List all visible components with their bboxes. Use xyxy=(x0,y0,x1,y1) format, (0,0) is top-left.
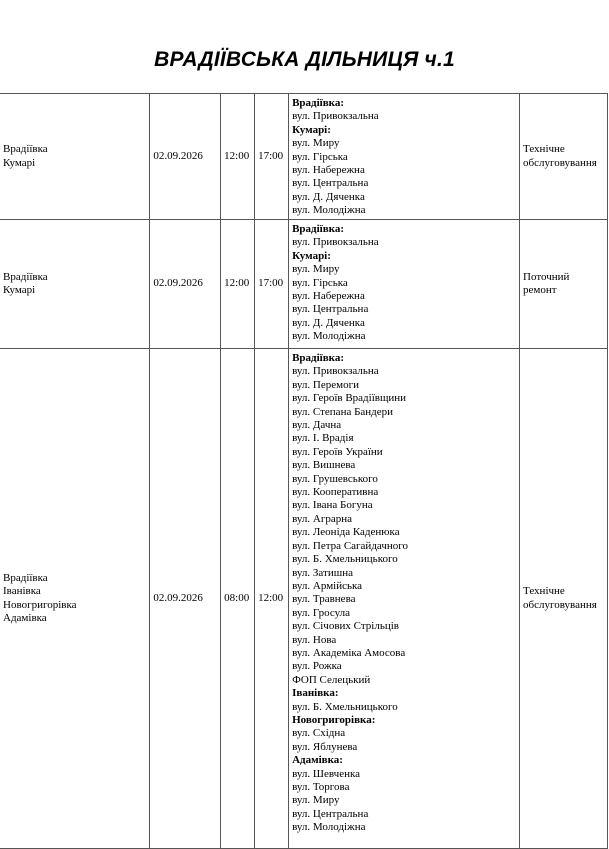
street-item: вул. Петра Сагайдачного xyxy=(292,539,409,552)
village-heading: Іванівка: xyxy=(292,687,339,700)
villages-cell xyxy=(0,94,150,220)
table-row xyxy=(0,349,608,849)
village-heading: Кумарі: xyxy=(292,123,331,136)
village-name: Адамівка xyxy=(3,611,47,624)
street-item: вул. Привокзальна xyxy=(292,110,379,123)
document-title: ВРАДІЇВСЬКА ДІЛЬНИЦЯ ч.1 xyxy=(154,48,455,71)
end-time-cell: 17:00 xyxy=(255,94,289,220)
table-row xyxy=(0,94,608,220)
street-item: вул. Гросула xyxy=(292,606,350,619)
village-name: Врадіївка xyxy=(3,571,48,584)
street-item: вул. Травнева xyxy=(292,593,356,606)
end-time-cell: 17:00 xyxy=(255,220,289,349)
date-cell: 02.09.2026 xyxy=(150,349,221,849)
village-name: Новогригорівка xyxy=(3,598,77,611)
street-item: вул. Дачна xyxy=(292,419,342,432)
villages-cell xyxy=(0,349,150,849)
street-item: вул. Нова xyxy=(292,633,337,646)
streets-cell xyxy=(289,94,520,220)
street-item: вул. Армійська xyxy=(292,579,363,592)
street-item: вул. Молодіжна xyxy=(292,821,366,834)
street-item: вул. Вишнева xyxy=(292,459,356,472)
street-item: вул. Гірська xyxy=(292,276,348,289)
street-item: вул. Привокзальна xyxy=(292,365,379,378)
street-item: вул. Д. Дяченка xyxy=(292,316,365,329)
street-item: вул. Рожка xyxy=(292,660,342,673)
village-heading: Врадіївка: xyxy=(292,223,344,235)
date-cell: 02.09.2026 xyxy=(150,94,221,220)
street-item: вул. Грушевського xyxy=(292,472,378,485)
street-item: вул. Шевченка xyxy=(292,767,361,780)
work-type-line: Технічне xyxy=(523,143,565,156)
street-item: вул. І. Врадія xyxy=(292,432,354,445)
village-name: Кумарі xyxy=(3,156,36,169)
table-row xyxy=(0,220,608,349)
end-time-cell: 12:00 xyxy=(255,349,289,849)
village-heading: Врадіївка: xyxy=(292,97,344,109)
street-item: вул. Миру xyxy=(292,794,340,807)
street-item: вул. Центральна xyxy=(292,303,369,316)
village-name: Кумарі xyxy=(3,284,36,296)
streets-cell xyxy=(289,349,520,849)
street-item: вул. Б. Хмельницького xyxy=(292,700,398,713)
street-item: вул. Центральна xyxy=(292,807,369,820)
villages-cell xyxy=(0,220,150,349)
street-item: вул. Січових Стрільців xyxy=(292,620,400,633)
outage-schedule-table xyxy=(0,93,608,849)
work-type-line: ремонт xyxy=(523,284,557,296)
street-item: вул. Академіка Амосова xyxy=(292,646,406,659)
street-item: вул. Героїв України xyxy=(292,445,383,458)
street-item: вул. Перемоги xyxy=(292,378,359,391)
street-item: вул. Миру xyxy=(292,137,340,150)
street-item: вул. Кооперативна xyxy=(292,486,379,499)
street-item: вул. Степана Бандери xyxy=(292,405,394,418)
start-time-cell: 12:00 xyxy=(221,94,255,220)
village-heading: Новогригорівка: xyxy=(292,713,376,726)
village-name: Врадіївка xyxy=(3,143,48,156)
village-heading: Кумарі: xyxy=(292,249,331,262)
street-item: вул. Молодіжна xyxy=(292,204,366,217)
street-item: вул. Молодіжна xyxy=(292,330,366,343)
work-type-line: обслуговування xyxy=(523,598,597,611)
street-item: вул. Гірська xyxy=(292,150,348,163)
start-time-cell: 08:00 xyxy=(221,349,255,849)
street-item: вул. Б. Хмельницького xyxy=(292,553,398,566)
street-item: вул. Івана Богуна xyxy=(292,499,373,512)
work-type-cell xyxy=(520,220,608,349)
village-heading: Адамівка: xyxy=(292,754,343,767)
village-name: Іванівка xyxy=(3,585,41,598)
streets-cell xyxy=(289,220,520,349)
date-cell: 02.09.2026 xyxy=(150,220,221,349)
work-type-line: Поточний xyxy=(523,270,570,283)
street-item: вул. Д. Дяченка xyxy=(292,190,365,203)
village-heading: Врадіївка: xyxy=(292,352,344,364)
street-item: вул. Затишна xyxy=(292,566,353,579)
street-item: вул. Східна xyxy=(292,727,346,740)
street-item: ФОП Селецький xyxy=(292,673,371,686)
work-type-line: Технічне xyxy=(523,585,565,598)
street-item: вул. Набережна xyxy=(292,290,365,303)
start-time-cell: 12:00 xyxy=(221,220,255,349)
street-item: вул. Миру xyxy=(292,263,340,276)
street-item: вул. Яблунева xyxy=(292,740,358,753)
street-item: вул. Аграрна xyxy=(292,512,353,525)
street-item: вул. Леоніда Каденюка xyxy=(292,526,400,539)
work-type-cell xyxy=(520,349,608,849)
street-item: вул. Центральна xyxy=(292,177,369,190)
work-type-cell xyxy=(520,94,608,220)
street-item: вул. Героїв Врадіївщини xyxy=(292,392,407,405)
street-item: вул. Набережна xyxy=(292,164,365,177)
street-item: вул. Торгова xyxy=(292,781,350,793)
village-name: Врадіївка xyxy=(3,270,48,283)
work-type-line: обслуговування xyxy=(523,156,597,169)
street-item: вул. Привокзальна xyxy=(292,236,379,249)
